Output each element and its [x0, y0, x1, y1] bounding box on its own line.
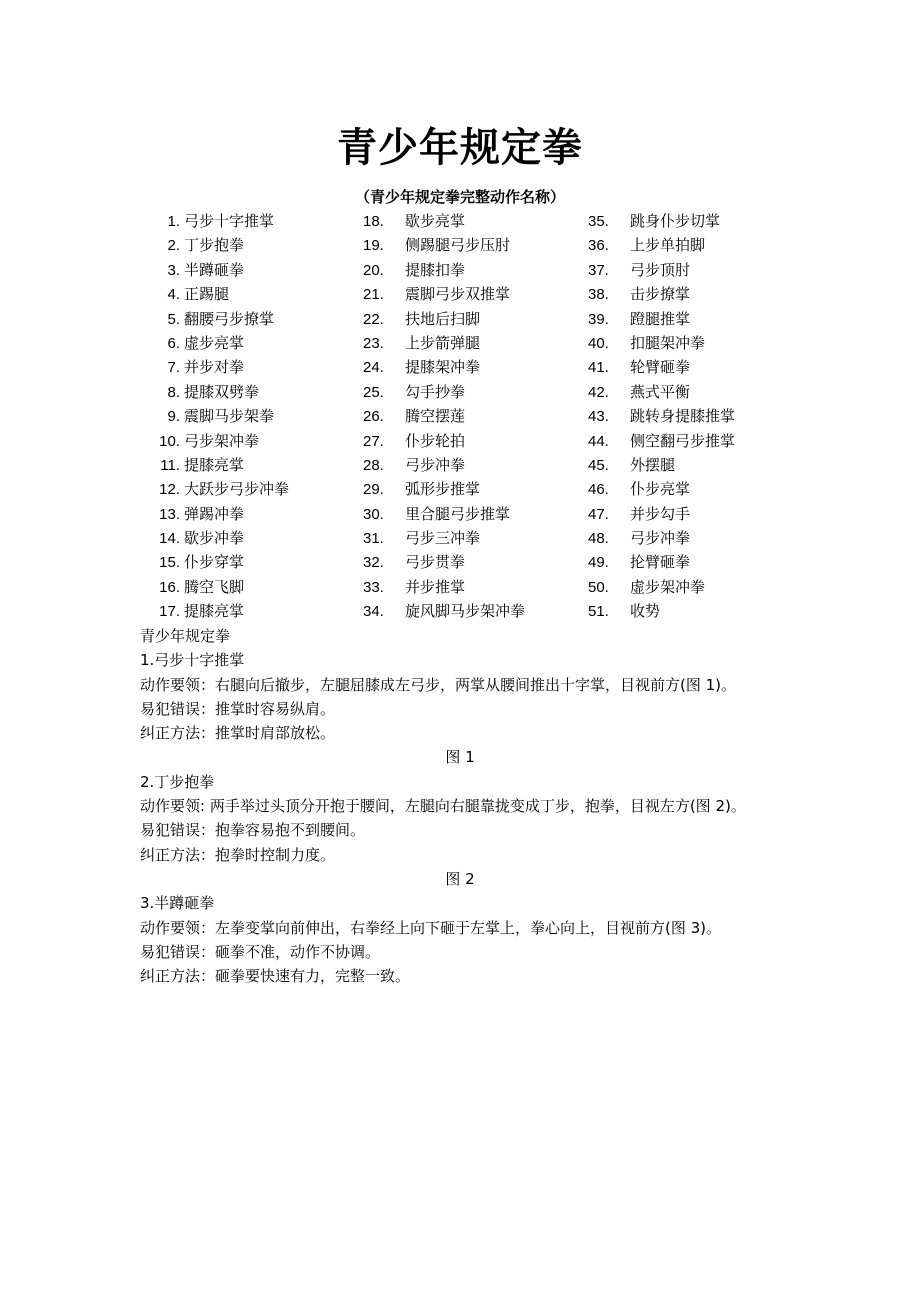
fix-text: 纠正方法：砸拳要快速有力，完整一致。: [140, 967, 411, 986]
list-item: 36. 上步单拍脚: [588, 236, 706, 255]
list-item: 4. 正踢腿: [167, 285, 230, 304]
list-item: 18. 歇步亮掌: [363, 212, 466, 230]
list-item: 24. 提膝架冲拳: [363, 358, 481, 377]
list-item: 37. 弓步顶肘: [588, 260, 691, 279]
error-text: 易犯错误：砸拳不准，动作不协调。: [140, 942, 381, 961]
list-item: 49. 抡臂砸拳: [588, 553, 691, 572]
list-item: 44. 侧空翻弓步推掌: [588, 431, 736, 450]
action-text: 动作要领：左拳变掌向前伸出，右拳经上向下砸于左掌上，拳心向上，目视前方(图 3)。: [140, 918, 722, 937]
list-item: 15. 仆步穿掌: [159, 553, 245, 572]
list-item: 9. 震脚马步架拳: [167, 407, 275, 426]
list-item: 32. 弓步贯拳: [363, 553, 466, 572]
figure-caption: 图 1: [445, 748, 475, 767]
list-item: 46. 仆步亮掌: [588, 480, 691, 499]
page-title: 青少年规定拳: [337, 125, 583, 171]
list-item: 19. 侧踢腿弓步压肘: [363, 236, 511, 255]
list-item: 11. 提膝亮掌: [160, 455, 245, 474]
section-title: 1.弓步十字推掌: [140, 651, 245, 670]
list-item: 2. 丁步抱拳: [167, 236, 245, 255]
action-text: 动作要领: 两手举过头顶分开抱于腰间，左腿向右腿靠拢变成丁步，抱拳，目视左方(图 2)。: [140, 797, 746, 816]
list-item: 50. 虚步架冲拳: [588, 577, 706, 596]
list-item: 31. 弓步三冲拳: [363, 529, 481, 548]
list-item: 42. 燕式平衡: [588, 382, 691, 401]
action-text: 动作要领：右腿向后撤步，左腿屈膝成左弓步，两掌从腰间推出十字掌，目视前方(图 1)。: [140, 675, 737, 694]
list-item: 35. 跳身仆步切掌: [588, 212, 721, 230]
list-item: 38. 击步撩掌: [588, 285, 691, 304]
move-column-3: [588, 209, 818, 624]
list-item: 45. 外摆腿: [588, 455, 676, 474]
figure-caption: 图 2: [445, 869, 475, 888]
list-item: 12. 大跃步弓步冲拳: [159, 480, 290, 499]
section-title: 2.丁步抱拳: [140, 772, 215, 791]
list-item: 25. 勾手抄拳: [363, 382, 466, 401]
fix-text: 纠正方法：推掌时肩部放松。: [140, 724, 336, 743]
list-item: 30. 里合腿弓步推掌: [363, 504, 511, 523]
section-title: 3.半蹲砸拳: [140, 894, 215, 913]
list-item: 10. 弓步架冲拳: [159, 431, 260, 450]
move-column-2: [363, 209, 593, 624]
subtitle: （青少年规定拳完整动作名称）: [354, 188, 565, 206]
list-item: 20. 提膝扣拳: [363, 260, 466, 279]
list-item: 27. 仆步轮拍: [363, 431, 466, 450]
list-item: 26. 腾空摆莲: [363, 407, 466, 426]
list-item: 33. 并步推掌: [363, 577, 466, 596]
list-item: 41. 轮臂砸拳: [588, 358, 691, 377]
list-item: 28. 弓步冲拳: [363, 455, 466, 474]
list-item: 40. 扣腿架冲拳: [588, 333, 706, 352]
list-item: 14. 歇步冲拳: [159, 529, 245, 548]
list-item: 51. 收势: [588, 602, 661, 621]
error-text: 易犯错误：推掌时容易纵肩。: [140, 699, 336, 718]
list-item: 8. 提膝双劈拳: [167, 382, 260, 401]
list-item: 43. 跳转身提膝推掌: [588, 407, 736, 426]
list-item: 3. 半蹲砸拳: [167, 260, 245, 279]
list-item: 5. 翻腰弓步撩掌: [167, 309, 275, 328]
list-item: 21. 震脚弓步双推掌: [363, 285, 511, 304]
list-item: 22. 扶地后扫脚: [363, 309, 481, 328]
list-item: 47. 并步勾手: [588, 504, 691, 523]
list-item: 16. 腾空飞脚: [159, 577, 245, 596]
list-item: 13. 弹踢冲拳: [159, 504, 245, 523]
list-item: 29. 弧形步推掌: [363, 480, 481, 499]
list-item: 34. 旋风脚马步架冲拳: [363, 602, 526, 621]
list-item: 39. 蹬腿推掌: [588, 309, 691, 328]
error-text: 易犯错误：抱拳容易抱不到腰间。: [140, 821, 366, 840]
move-column-1: [140, 209, 370, 624]
list-item: 7. 并步对拳: [167, 358, 245, 377]
move-list: [140, 209, 780, 625]
list-item: 23. 上步箭弹腿: [363, 333, 481, 352]
section-heading: 青少年规定拳: [140, 627, 231, 645]
list-item: 1. 弓步十字推掌: [167, 212, 275, 230]
list-item: 6. 虚步亮掌: [167, 333, 245, 352]
fix-text: 纠正方法：抱拳时控制力度。: [140, 845, 336, 864]
list-item: 48. 弓步冲拳: [588, 529, 691, 548]
document-body: [140, 624, 820, 988]
list-item: 17. 提膝亮掌: [159, 602, 245, 621]
